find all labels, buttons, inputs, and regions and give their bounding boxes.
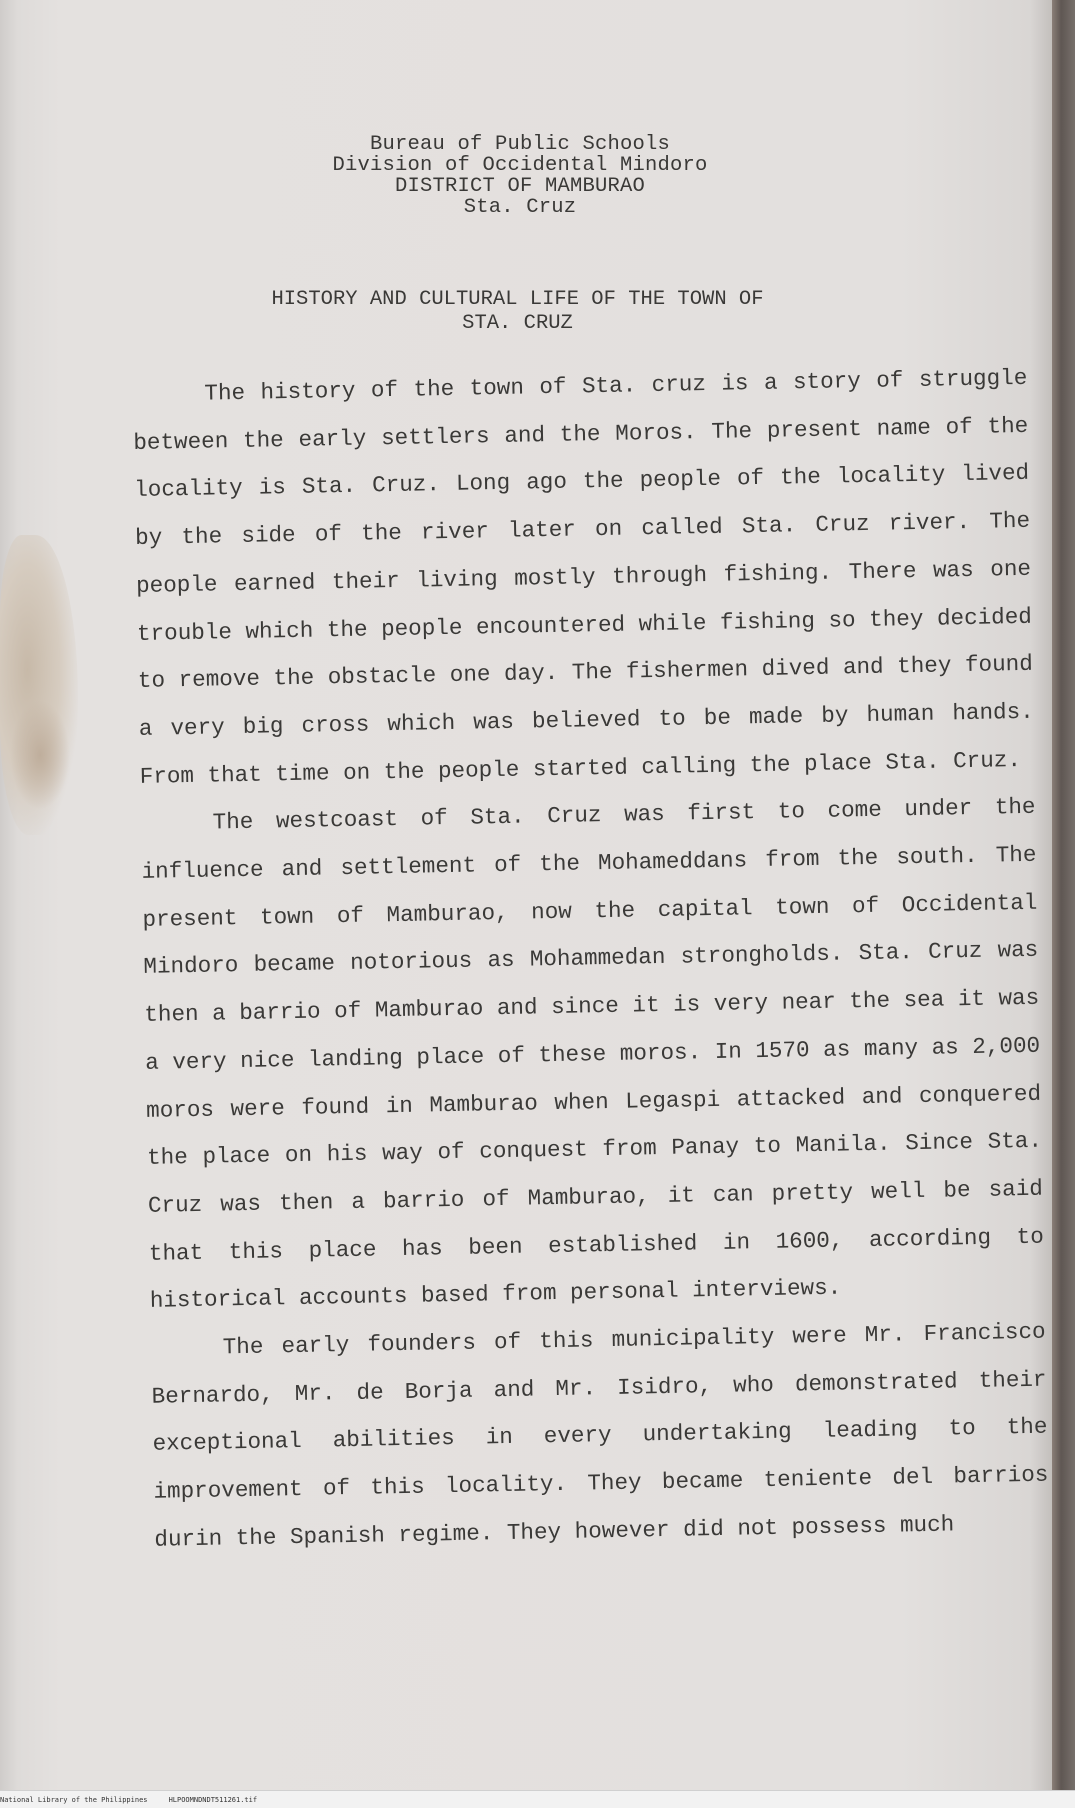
header-bureau: Bureau of Public Schools <box>369 133 671 156</box>
scan-source-label: National Library of the Philippines HLPOOMNDNDT511261.tif <box>0 1796 258 1804</box>
document-body <box>132 355 1050 1565</box>
document-title <box>0 288 1035 336</box>
paragraph-1: The history of the town of Sta. cruz is a story of struggle between the early settlers and the Moros. The present name of the locality is Sta. Cruz. Long ago the people of the locality lived by the side of the river later on called Sta. Cruz river. The people earned their living mostly through fishing. There was one trouble which the people encountered while fishing so they decided to remove the obstacle one day. The fishermen dived and they found a very big cross which was believed to be made by human hands. From that time on the people started calling the place Sta. Cruz. <box>133 364 1034 790</box>
header-district: DISTRICT OF MAMBURAO <box>394 175 646 198</box>
binding-edge <box>1052 0 1075 1790</box>
document-header <box>0 134 1040 218</box>
paragraph-3: The early founders of this municipality were Mr. Francisco Bernardo, Mr. de Borja and Mr. Isidro, who demonstrated their exceptional abilities in every undertaking leading to the improvement of this locality. They became teniente del barrios durin the Spanish regime. They however did not possess much <box>151 1318 1049 1553</box>
title-line-2: STA. CRUZ <box>462 312 573 335</box>
title-line-1: HISTORY AND CULTURAL LIFE OF THE TOWN OF <box>271 288 764 311</box>
water-stain-dark <box>10 700 70 810</box>
header-town: Sta. Cruz <box>463 196 577 219</box>
header-division: Division of Occidental Mindoro <box>332 154 708 177</box>
paragraph-2: The westcoast of Sta. Cruz was first to come under the influence and settlement of the Mohameddans from the south. The present town of Mamburao, now the capital town of Occidental Mindoro became notorious as Mohammedan strongholds. Sta. Cruz was then a barrio of Mamburao and since it is very near the sea it was a very nice landing place of these moros. In 1570 as many as 2,000 moros were found in Mamburao when Legaspi attacked and conquered the place on his way of conquest from Panay to Manila. Since Sta. Cruz was then a barrio of Mamburao, it can pretty well be said that this place has been established in 1600, according to historical accounts based from personal interviews. <box>141 794 1045 1315</box>
